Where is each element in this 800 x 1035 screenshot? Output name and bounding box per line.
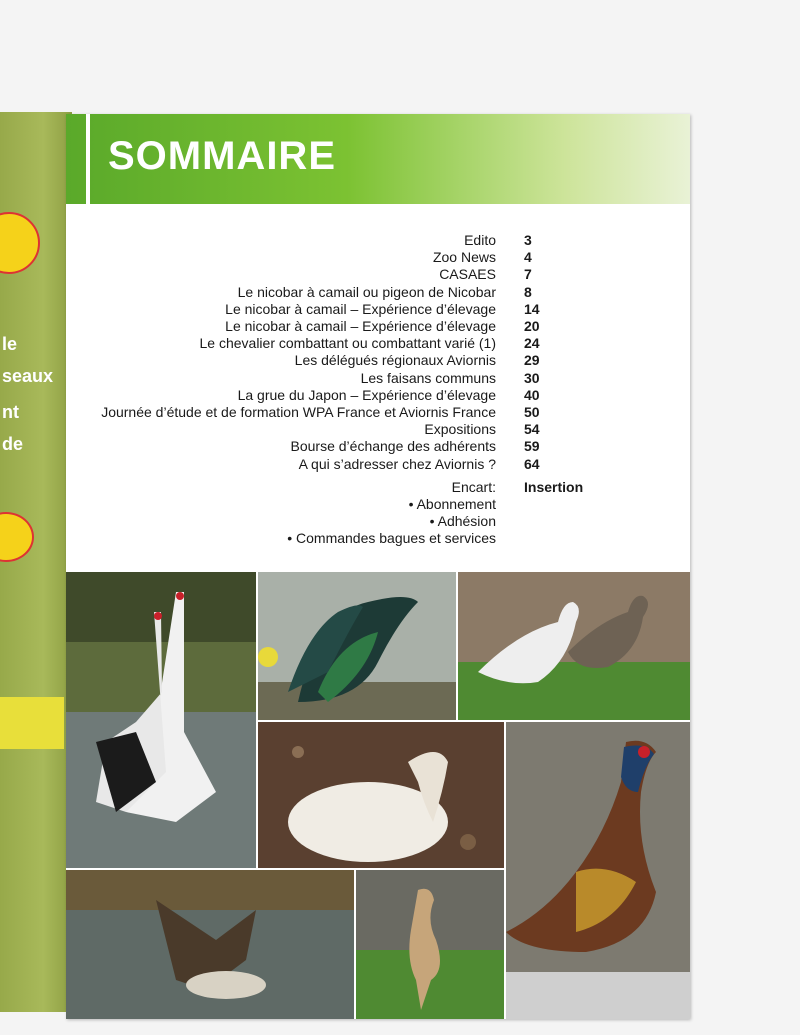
toc-entry-page: 30	[524, 369, 540, 386]
header-accent-bar	[86, 114, 90, 204]
toc-entry-page: 29	[524, 352, 540, 369]
toc-entry	[66, 266, 690, 284]
toc-entry-title: CASAES	[439, 266, 496, 283]
spine-fragment: de	[2, 434, 24, 454]
toc-entry-title: Les délégués régionaux Aviornis	[294, 352, 496, 369]
encart-item	[66, 513, 690, 531]
toc-entry	[66, 387, 690, 405]
photo-gulls	[458, 572, 690, 720]
encart-row	[66, 479, 690, 497]
toc-entry-page: 59	[524, 438, 540, 455]
logo-badge	[0, 512, 34, 562]
photo-crane-chick	[356, 870, 504, 1019]
photo-pigeons	[258, 572, 456, 720]
spine-fragment: le	[2, 334, 18, 354]
toc-entry-title: Le nicobar à camail – Expérience d’élevage	[225, 300, 496, 317]
toc-entry	[66, 335, 690, 353]
toc-entry-page: 64	[524, 455, 540, 472]
toc-entry	[66, 456, 690, 474]
toc-entry-title: Les faisans communs	[360, 369, 496, 386]
toc-entry-title: Bourse d’échange des adhérents	[290, 438, 496, 455]
toc-entry	[66, 284, 690, 302]
encart-item-text: • Commandes bagues et services	[287, 530, 496, 547]
page-title: SOMMAIRE	[108, 134, 336, 178]
toc-entry-title: Le nicobar à camail ou pigeon de Nicobar	[237, 283, 496, 300]
logo-badge	[0, 212, 40, 274]
toc-entry-page: 40	[524, 386, 540, 403]
toc-entry-title: A qui s’adresser chez Aviornis ?	[298, 455, 496, 472]
toc-entry-title: La grue du Japon – Expérience d’élevage	[237, 386, 496, 403]
toc-entry-title: Le nicobar à camail – Expérience d’élevage	[225, 318, 496, 334]
encart-item-text: • Abonnement	[408, 496, 496, 512]
toc-entry	[66, 370, 690, 388]
encart-label: Encart:	[451, 478, 496, 495]
toc-entry	[66, 352, 690, 370]
toc-entry-page: 20	[524, 318, 540, 334]
toc-entry-page: 14	[524, 300, 540, 317]
toc-entry-title: Zoo News	[432, 249, 496, 266]
toc-entry	[66, 301, 690, 319]
toc-entry-page: 24	[524, 335, 540, 352]
toc-entry-title: Edito	[464, 232, 496, 248]
encart-item	[66, 496, 690, 514]
toc-entry-title: Expositions	[424, 421, 496, 438]
magazine-page	[66, 114, 690, 1019]
photo-rail	[66, 870, 354, 1019]
header-banner	[66, 114, 690, 204]
toc-entry	[66, 438, 690, 456]
toc-entry-page: 3	[524, 232, 532, 248]
toc-entry-page: 54	[524, 421, 540, 438]
toc-entry-page: 50	[524, 404, 540, 420]
spine-fragment: nt	[2, 402, 19, 422]
spine-fragment: seaux	[2, 366, 54, 386]
toc-entry-page: 7	[524, 266, 532, 283]
toc-entry-page: 8	[524, 283, 532, 300]
photo-collage	[66, 572, 690, 1019]
yellow-box	[0, 697, 64, 749]
toc-entry	[66, 249, 690, 267]
photo-chick	[258, 722, 504, 868]
toc-entry-title: Journée d’étude et de formation WPA France et Aviornis France	[101, 404, 496, 420]
toc-entry	[66, 421, 690, 439]
encart-item	[66, 530, 690, 548]
toc-entry	[66, 404, 690, 422]
encart-item-text: • Adhésion	[429, 513, 496, 530]
photo-cranes	[66, 572, 256, 868]
toc-entry-page: 4	[524, 249, 532, 266]
encart-value: Insertion	[524, 478, 584, 495]
toc-entry-title: Le chevalier combattant ou combattant varié (1)	[199, 335, 496, 352]
toc-entry	[66, 232, 690, 250]
toc-entry	[66, 318, 690, 336]
photo-pheasant	[506, 722, 690, 1019]
previous-page-edge	[0, 112, 72, 1012]
